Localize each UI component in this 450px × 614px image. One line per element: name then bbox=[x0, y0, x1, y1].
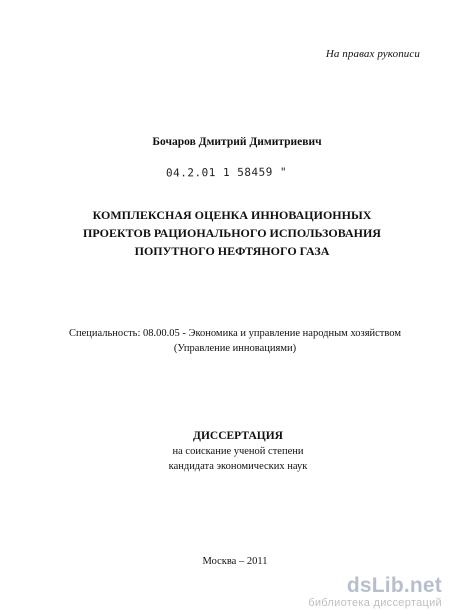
watermark-logo: dsLib.net bbox=[346, 574, 442, 597]
rights-notice: На правах рукописи bbox=[325, 48, 420, 60]
specialty-block bbox=[0, 326, 450, 356]
library-stamp: 04.2.01 1 58459 " bbox=[165, 165, 288, 180]
watermark-subtitle: библиотека диссертаций bbox=[308, 597, 442, 609]
degree-purpose: на соискание ученой степени bbox=[172, 446, 304, 457]
degree-block bbox=[0, 428, 450, 474]
title-line-2: ПРОЕКТОВ РАЦИОНАЛЬНОГО ИСПОЛЬЗОВАНИЯ bbox=[83, 226, 381, 240]
specialty-code: Специальность: 08.00.05 - Экономика и управление народным хозяйством bbox=[69, 328, 401, 339]
degree-heading: ДИССЕРТАЦИЯ bbox=[193, 430, 283, 442]
title-line-1: КОМПЛЕКСНАЯ ОЦЕНКА ИННОВАЦИОННЫХ bbox=[92, 208, 372, 222]
degree-name: кандидата экономических наук bbox=[168, 461, 308, 472]
watermark bbox=[308, 575, 442, 610]
title-line-3: ПОПУТНОГО НЕФТЯНОГО ГАЗА bbox=[134, 244, 330, 258]
city-year: Москва – 2011 bbox=[202, 556, 268, 567]
author-name: Бочаров Дмитрий Димитриевич bbox=[152, 136, 322, 148]
dissertation-title bbox=[0, 206, 450, 260]
specialty-subfield: (Управление инновациями) bbox=[173, 343, 297, 354]
